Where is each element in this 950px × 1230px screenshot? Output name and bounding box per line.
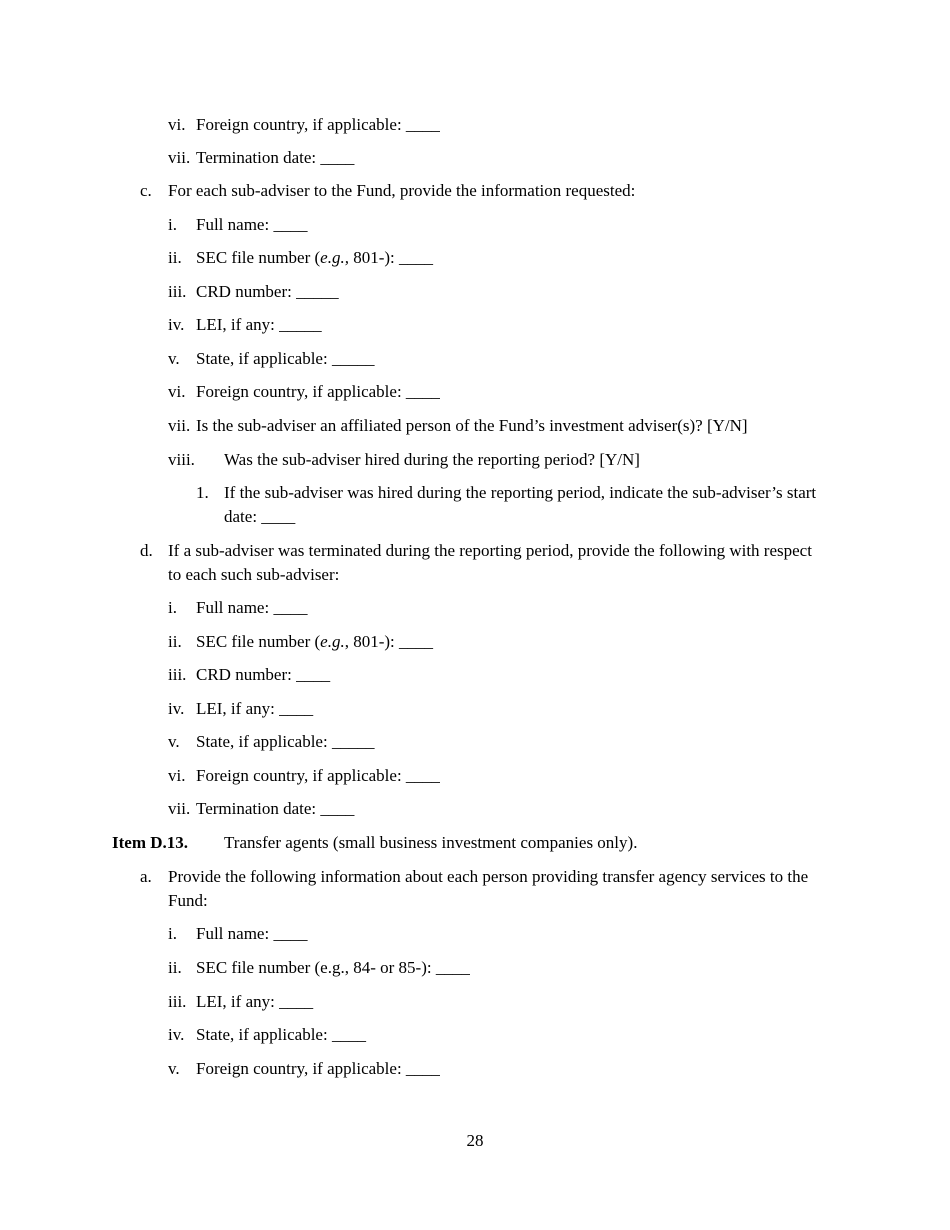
termination-date-field: Termination date: ____ xyxy=(196,799,355,818)
lei-field: LEI, if any: ____ xyxy=(196,992,314,1011)
item-marker: vii. xyxy=(168,416,191,435)
item-marker: v. xyxy=(168,1059,180,1078)
item-marker: ii. xyxy=(168,632,182,651)
item-marker: iv. xyxy=(168,315,185,334)
section-d-heading: If a sub-adviser was terminated during the reporting period, provide the following with respect to each such sub-adviser: xyxy=(168,541,812,584)
item-d13-label: Item D.13. xyxy=(112,833,189,852)
sec-file-number-field: SEC file number (e.g., 84- or 85-): ____ xyxy=(196,958,470,977)
item-marker: iv. xyxy=(168,699,185,718)
item-marker: 1. xyxy=(196,483,209,502)
item-marker: i. xyxy=(168,215,177,234)
section-marker-a: a. xyxy=(140,867,152,886)
foreign-country-field: Foreign country, if applicable: ____ xyxy=(196,115,440,134)
item-marker: vii. xyxy=(168,799,191,818)
full-name-field: Full name: ____ xyxy=(196,924,308,943)
lei-field: LEI, if any: _____ xyxy=(196,315,322,334)
item-marker: ii. xyxy=(168,958,182,977)
item-marker: v. xyxy=(168,349,180,368)
affiliated-person-question: Is the sub-adviser an affiliated person of the Fund’s investment adviser(s)? [Y/N] xyxy=(196,416,748,435)
termination-date-field: Termination date: ____ xyxy=(196,148,355,167)
foreign-country-field: Foreign country, if applicable: ____ xyxy=(196,1059,440,1078)
item-marker: iii. xyxy=(168,992,187,1011)
foreign-country-field: Foreign country, if applicable: ____ xyxy=(196,766,440,785)
item-marker: vi. xyxy=(168,115,186,134)
state-field: State, if applicable: _____ xyxy=(196,732,375,751)
item-marker: iii. xyxy=(168,282,187,301)
item-marker: vi. xyxy=(168,382,186,401)
full-name-field: Full name: ____ xyxy=(196,598,308,617)
item-marker: i. xyxy=(168,924,177,943)
sec-file-number-field: SEC file number (e.g., 801-): ____ xyxy=(196,632,434,651)
lei-field: LEI, if any: ____ xyxy=(196,699,314,718)
state-field: State, if applicable: _____ xyxy=(196,349,375,368)
foreign-country-field: Foreign country, if applicable: ____ xyxy=(196,382,440,401)
hired-during-period-question: Was the sub-adviser hired during the reporting period? [Y/N] xyxy=(224,450,640,469)
item-marker: ii. xyxy=(168,248,182,267)
full-name-field: Full name: ____ xyxy=(196,215,308,234)
section-c-heading: For each sub-adviser to the Fund, provide the information requested: xyxy=(168,181,636,200)
item-d13-title: Transfer agents (small business investment companies only). xyxy=(224,833,638,852)
item-marker: viii. xyxy=(168,450,195,469)
section-marker-c: c. xyxy=(140,181,152,200)
sec-file-number-field: SEC file number (e.g., 801-): ____ xyxy=(196,248,434,267)
page-number: 28 xyxy=(466,1131,484,1150)
item-marker: iv. xyxy=(168,1025,185,1044)
crd-number-field: CRD number: ____ xyxy=(196,665,331,684)
item-marker: vi. xyxy=(168,766,186,785)
item-marker: vii. xyxy=(168,148,191,167)
section-a-heading: Provide the following information about each person providing transfer agency services to the Fund: xyxy=(168,867,809,910)
item-marker: v. xyxy=(168,732,180,751)
crd-number-field: CRD number: _____ xyxy=(196,282,339,301)
section-marker-d: d. xyxy=(140,541,153,560)
state-field: State, if applicable: ____ xyxy=(196,1025,366,1044)
item-marker: i. xyxy=(168,598,177,617)
item-marker: iii. xyxy=(168,665,187,684)
start-date-field: If the sub-adviser was hired during the reporting period, indicate the sub-adviser’s start date: ____ xyxy=(224,483,817,526)
